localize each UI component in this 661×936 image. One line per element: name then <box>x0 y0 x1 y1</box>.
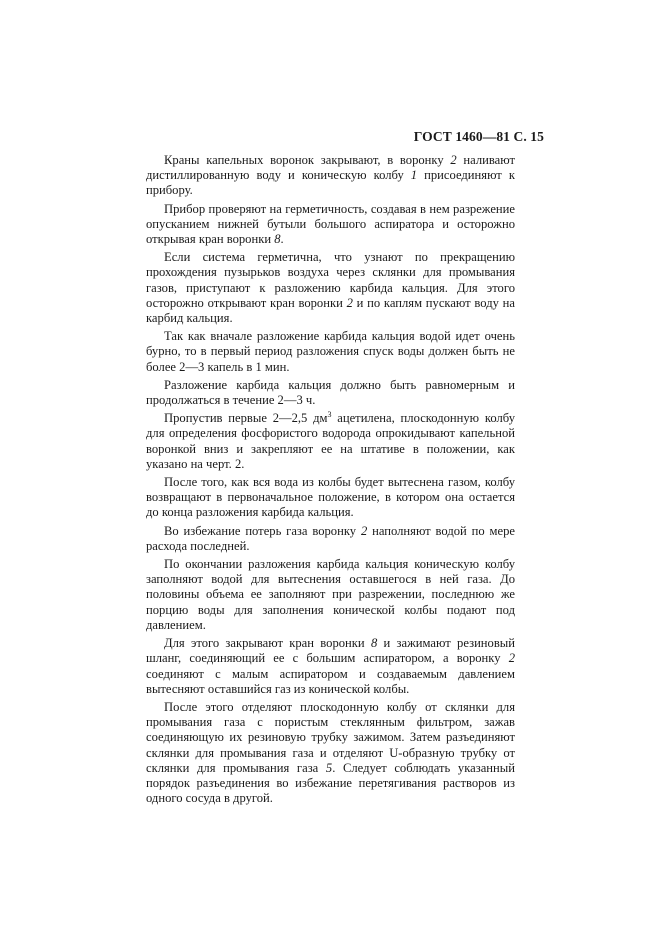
document-body <box>146 153 515 809</box>
page-header: ГОСТ 1460—81 С. 15 <box>413 129 544 144</box>
paragraph-11: После этого отделяют плоскодонную колбу от склянки для промывания газа с пористым стеклянным фильтром, зажав соединяющую их резиновую трубку зажимом. Затем разъединяют склянки для промывания газа и отделяют U-образную трубку от склянки для промывания газа 5. Следует соблюдать указанный порядок разъединения во избежание перетягивания растворов из одного сосуда в другой. <box>146 699 515 806</box>
paragraph-7: После того, как вся вода из колбы будет вытеснена газом, колбу возвращают в первоначальное положение, в котором она остается до конца разложения карбида кальция. <box>146 475 515 520</box>
paragraph-2: Прибор проверяют на герметичность, создавая в нем разрежение опусканием нижней бутыли большого аспиратора и осторожно открывая кран воронки 8. <box>146 201 515 247</box>
paragraph-3: Если система герметична, что узнают по прекращению прохождения пузырьков воздуха через склянки для промывания газов, приступают к разложению карбида кальция. Для этого осторожно открывают кран воронки 2 и по каплям пускают воду на карбид кальция. <box>146 250 515 326</box>
paragraph-5: Разложение карбида кальция должно быть равномерным и продолжаться в течение 2—3 ч. <box>146 377 515 408</box>
paragraph-4: Так как вначале разложение карбида кальция водой идет очень бурно, то в первый период разложения спуск воды должен быть не более 2—3 капель в 1 мин. <box>146 329 515 374</box>
paragraph-8: Во избежание потерь газа воронку 2 наполняют водой по мере расхода последней. <box>146 523 515 553</box>
paragraph-9: По окончании разложения карбида кальция коническую колбу заполняют водой для вытеснения оставшегося в ней газа. До половины объема ее заполняют при разрежении, последнюю же порцию воды для заполнения конической колбы подают под давлением. <box>146 557 515 632</box>
paragraph-10: Для этого закрывают кран воронки 8 и зажимают резиновый шланг, соединяющий ее с большим аспиратором, а воронку 2 соединяют с малым аспиратором и создаваемым давлением вытесняют оставшийся газ из конической колбы. <box>146 636 515 696</box>
paragraph-6: Пропустив первые 2—2,5 $дм^3$ ацетилена, плоскодонную колбу для определения фосфористого водорода опрокидывают капельной воронкой вниз и закрепляют ее на штативе в положении, как указано на черт. 2. <box>146 410 515 471</box>
paragraph-1: Краны капельных воронок закрывают, в воронку 2 наливают дистиллированную воду и коническую колбу 1 присоединяют к прибору. <box>146 153 515 198</box>
